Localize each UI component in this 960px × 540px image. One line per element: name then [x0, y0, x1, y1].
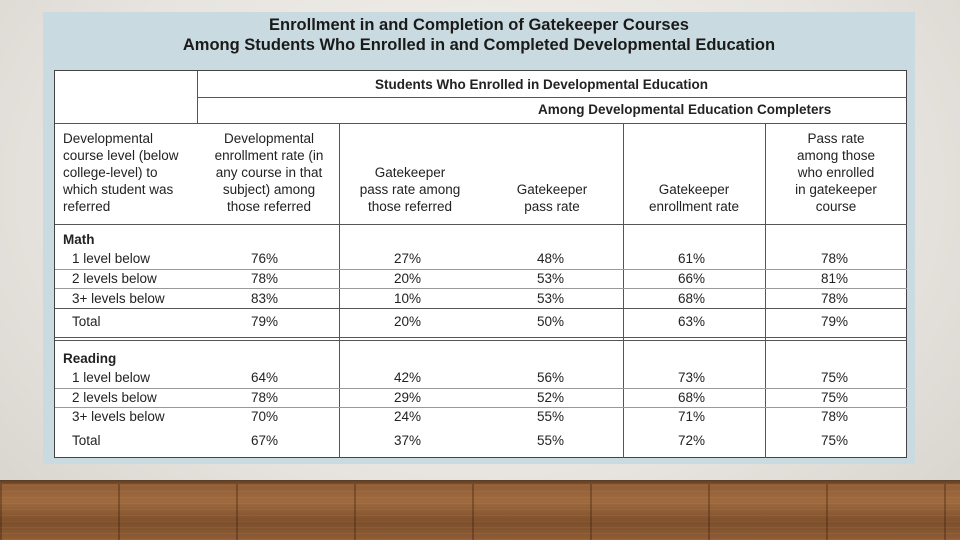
- row-label: 3+ levels below: [72, 291, 165, 306]
- cell: 10%: [394, 291, 422, 306]
- cell: 79%: [821, 314, 849, 329]
- row-rule: [55, 308, 907, 309]
- cell: 83%: [251, 291, 279, 306]
- row-rule: [55, 388, 907, 389]
- enrollment-table: [54, 70, 907, 458]
- row-label: 3+ levels below: [72, 409, 165, 424]
- cell: 55%: [537, 409, 565, 424]
- cell: 27%: [394, 251, 422, 266]
- cell: 37%: [394, 433, 422, 448]
- cell: 71%: [678, 409, 706, 424]
- cell: 63%: [678, 314, 706, 329]
- cell: 76%: [251, 251, 279, 266]
- col-header-gk-pass-referred: Gatekeeper pass rate among those referred: [359, 165, 461, 214]
- cell: 24%: [394, 409, 422, 424]
- section-rule: [55, 337, 907, 338]
- cell: 53%: [537, 291, 565, 306]
- cell: 78%: [821, 251, 849, 266]
- cell: 75%: [821, 433, 849, 448]
- col-header-dev-enroll-rate: Developmental enrollment rate (in any course in that subject) among those referred: [214, 131, 324, 214]
- title-line-2: Among Students Who Enrolled in and Completed Developmental Education: [182, 36, 776, 54]
- cell: 68%: [678, 390, 706, 405]
- cell: 68%: [678, 291, 706, 306]
- row-rule: [55, 269, 907, 270]
- cell: 20%: [394, 314, 422, 329]
- row-label: 1 level below: [72, 370, 151, 385]
- row-label: 1 level below: [72, 251, 151, 266]
- col-header-level: Developmental course level (below college-level) to which student was referred: [63, 131, 179, 214]
- rule-header-top: [55, 123, 907, 124]
- rule-header-bottom: [55, 224, 907, 225]
- cell: 75%: [821, 370, 849, 385]
- row-label: 2 levels below: [72, 390, 157, 405]
- cell: 78%: [821, 409, 849, 424]
- group-header-enrolled: Students Who Enrolled in Developmental Education: [375, 77, 709, 92]
- cell: 55%: [537, 433, 565, 448]
- slide-title: [43, 12, 915, 70]
- cell: 52%: [537, 390, 565, 405]
- row-label: 2 levels below: [72, 271, 157, 286]
- cell: 50%: [537, 314, 565, 329]
- cell: 53%: [537, 271, 565, 286]
- cell: 78%: [821, 291, 849, 306]
- cell: 79%: [251, 314, 279, 329]
- row-rule: [55, 407, 907, 408]
- col-header-gk-pass-rate: Gatekeeper pass rate: [516, 182, 588, 214]
- vrule-group: [197, 71, 198, 123]
- cell: 56%: [537, 370, 565, 385]
- cell: 42%: [394, 370, 422, 385]
- cell: 66%: [678, 271, 706, 286]
- row-label-total: Total: [72, 433, 101, 448]
- cell: 78%: [251, 271, 279, 286]
- section-rule: [55, 340, 907, 341]
- rule-group1: [197, 97, 907, 98]
- col-header-pass-rate-enrolled: Pass rate among those who enrolled in gatekeeper course: [795, 131, 877, 214]
- cell: 61%: [678, 251, 706, 266]
- cell: 67%: [251, 433, 279, 448]
- cell: 81%: [821, 271, 849, 286]
- cell: 70%: [251, 409, 279, 424]
- cell: 75%: [821, 390, 849, 405]
- cell: 20%: [394, 271, 422, 286]
- cell: 73%: [678, 370, 706, 385]
- cell: 72%: [678, 433, 706, 448]
- row-rule: [55, 288, 907, 289]
- group-header-completers: Among Developmental Education Completers: [538, 102, 832, 117]
- col-header-gk-enroll-rate: Gatekeeper enrollment rate: [648, 182, 740, 214]
- title-line-1: Enrollment in and Completion of Gatekeeper Courses: [269, 16, 689, 34]
- wood-floor: [0, 480, 960, 540]
- cell: 29%: [394, 390, 422, 405]
- cell: 78%: [251, 390, 279, 405]
- cell: 64%: [251, 370, 279, 385]
- cell: 48%: [537, 251, 565, 266]
- section-title-math: Math: [63, 232, 95, 247]
- row-label-total: Total: [72, 314, 101, 329]
- section-title-reading: Reading: [63, 351, 117, 366]
